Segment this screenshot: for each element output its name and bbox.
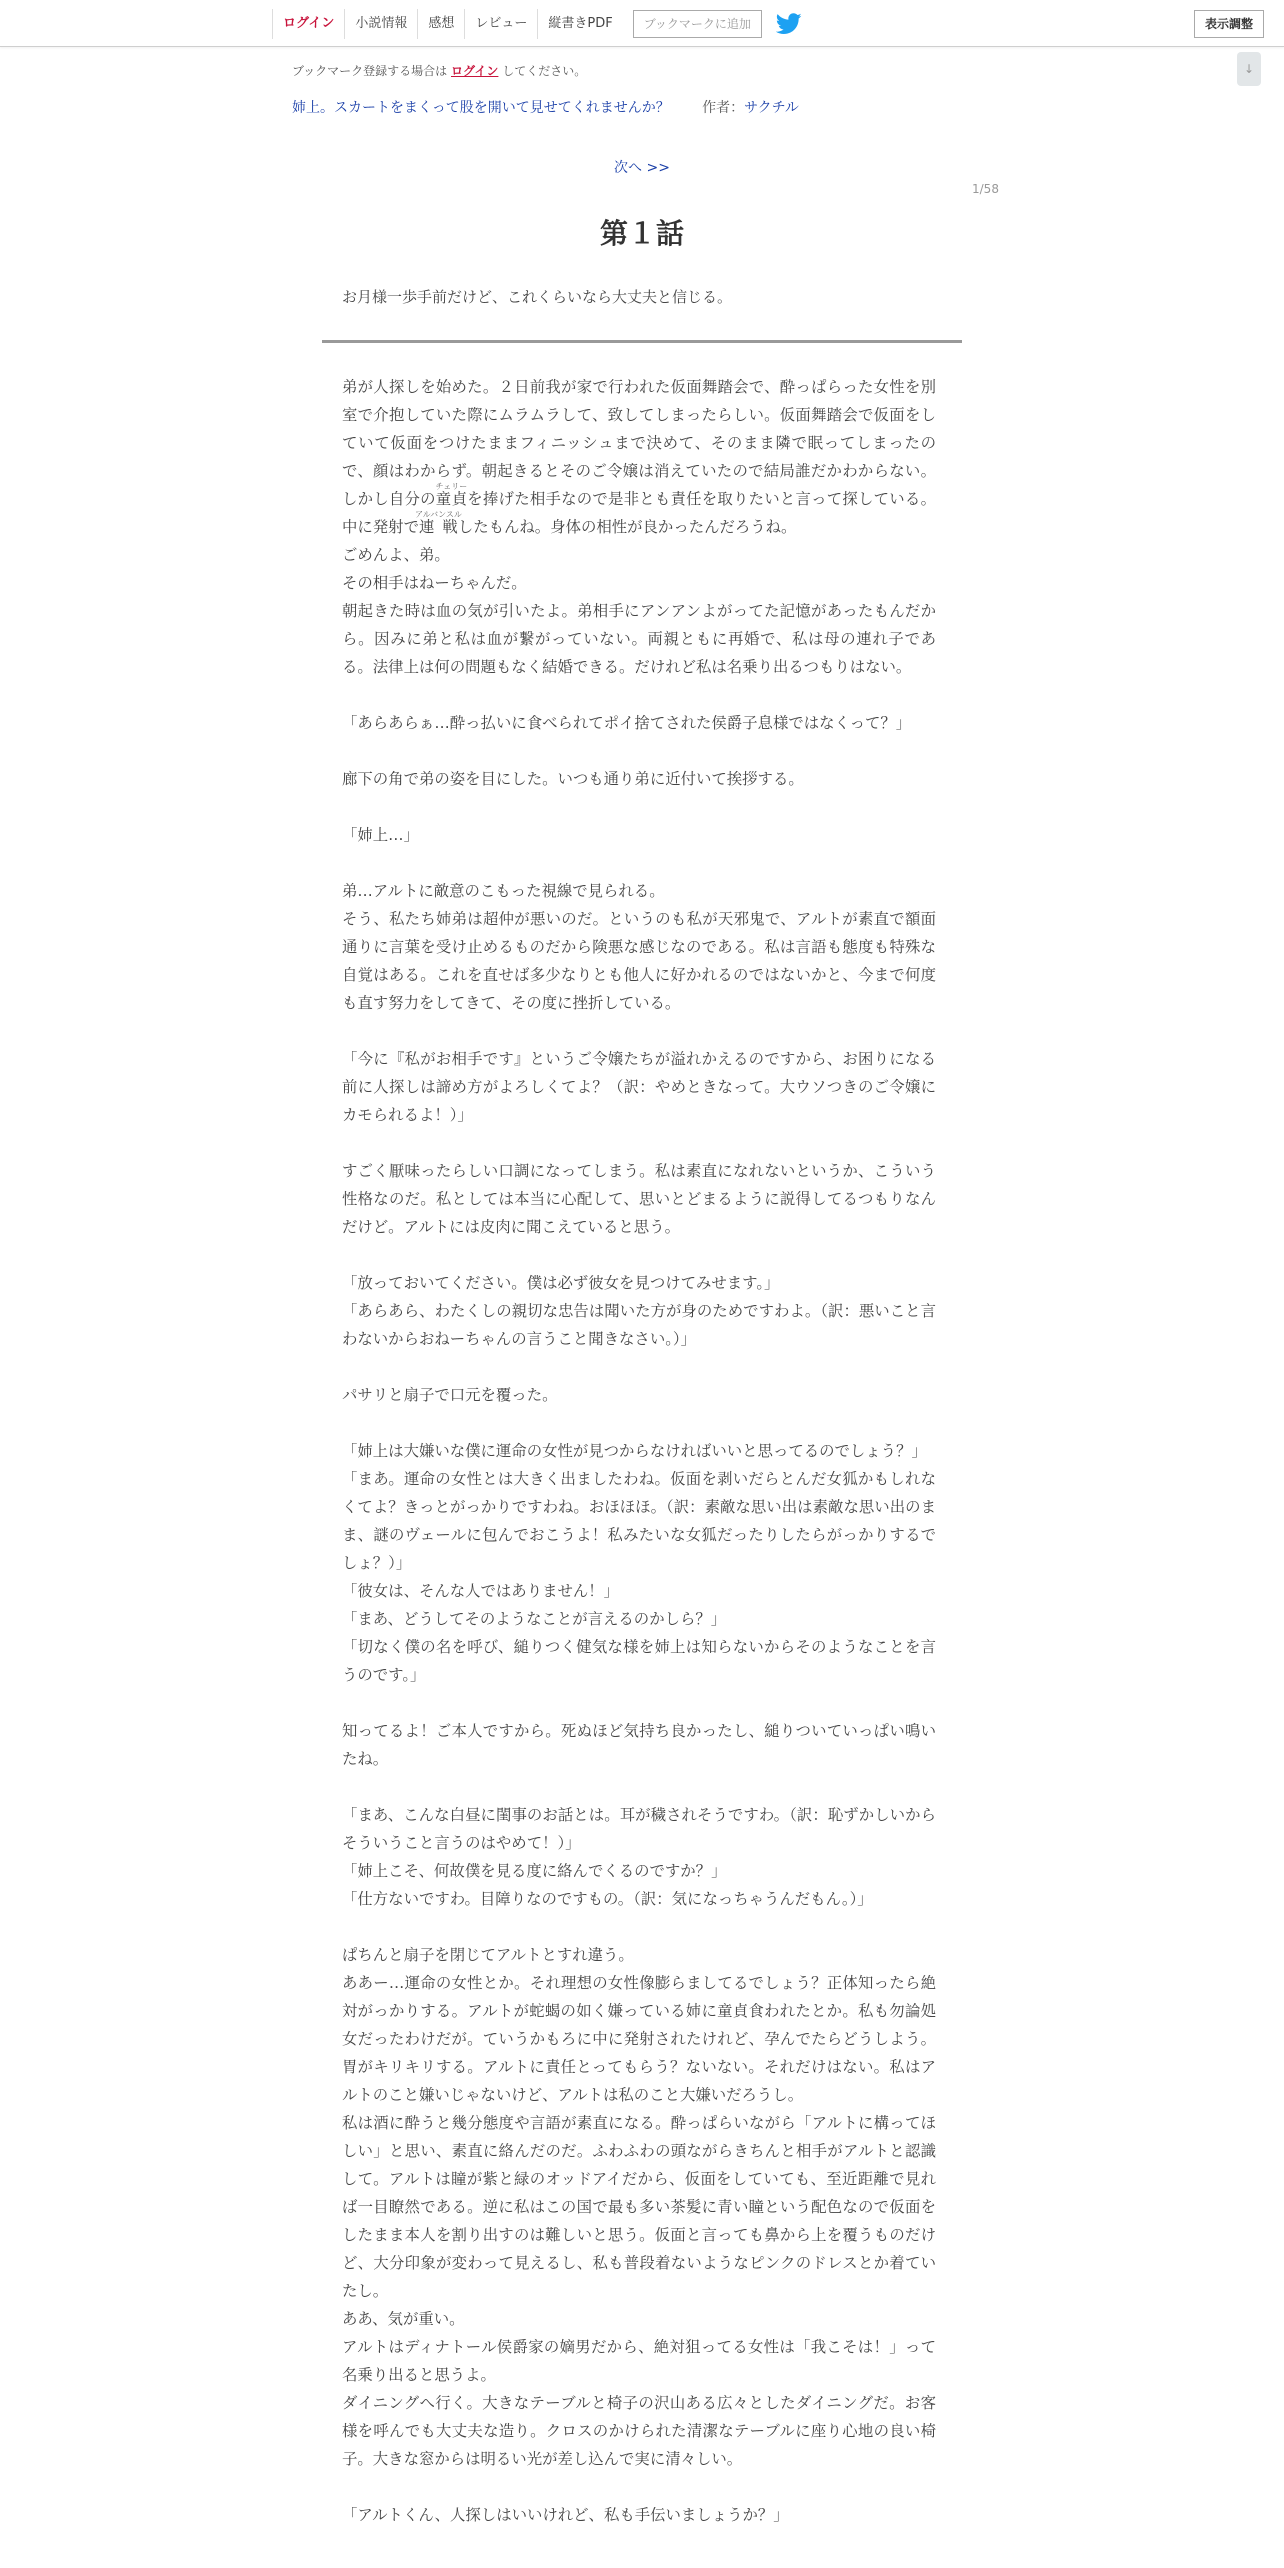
blank-line — [342, 1241, 936, 1269]
novel-body — [342, 373, 936, 2529]
ruby-text — [435, 482, 468, 508]
body-paragraph: 「まあ。運命の女性とは大きく出ましたわね。仮面を剥いだらとんだ女狐かもしれなくてよ？きっとがっかりですわね。おほほほ。（訳：素敵な思い出は素敵な思い出のまま、謎のヴェールに包んでおこうよ！私みたいな女狐だったりしたらがっかりするでしょ？）」 — [342, 1470, 936, 1572]
author-link[interactable]: サクチル — [744, 100, 799, 116]
blank-line — [342, 1353, 936, 1381]
blank-line — [342, 737, 936, 765]
body-paragraph — [342, 373, 936, 541]
body-paragraph: 「まあ、こんな白昼に閨事のお話とは。耳が穢されそうですわ。（訳：恥ずかしいからそういうこと言うのはやめて！）」 — [342, 1806, 936, 1852]
notice-text-before: ブックマーク登録する場合は — [292, 64, 448, 78]
body-paragraph: その相手はねーちゃんだ。 — [342, 574, 527, 592]
body-paragraph: ごめんよ、弟。 — [342, 546, 450, 564]
body-paragraph: 弟…アルトに敵意のこもった視線で見られる。 — [342, 882, 665, 900]
body-paragraph: 「今に『私がお相手です』というご令嬢たちが溢れかえるのですから、お困りになる前に人探しは諦め方がよろしくてよ？（訳：やめときなって。大ウソつきのご令嬢にカモられるよ！）」 — [342, 1050, 936, 1124]
blank-line — [342, 1689, 936, 1717]
nav-novel-info-link[interactable]: 小説情報 — [344, 9, 417, 39]
body-paragraph: ああ、気が重い。 — [342, 2310, 465, 2328]
preface-divider — [322, 340, 962, 343]
body-text: 弟が人探しを始めた。２日前我が家で行われた仮面舞踏会で、酔っぱらった女性を別室で介抱していた際にムラムラして、致してしまったらしい。仮面舞踏会で仮面をしていて仮面をつけたままフィニッシュまで決めて、そのまま隣で眠ってしまったので、顔はわからず。朝起きるとそのご令嬢は消えていたので結局誰だかわからない。しかし自分の — [342, 378, 936, 508]
blank-line — [342, 2473, 936, 2501]
body-text: を捧げた相手なので是非とも責任を取りたいと言って探している。中に発射で — [342, 490, 936, 536]
chapter-preface: お月様一歩手前だけど、これくらいなら大丈夫と信じる。 — [342, 288, 733, 306]
scroll-down-button[interactable]: ↓ — [1237, 52, 1261, 86]
body-paragraph: 廊下の角で弟の姿を目にした。いつも通り弟に近付いて挨拶する。 — [342, 770, 804, 788]
body-paragraph: 「姉上は大嫌いな僕に運命の女性が見つからなければいいと思ってるのでしょう？」 — [342, 1442, 927, 1460]
twitter-bird-icon[interactable] — [776, 13, 802, 35]
body-paragraph: 「彼女は、そんな人ではありません！」 — [342, 1582, 620, 1600]
blank-line — [342, 1913, 936, 1941]
work-title-line — [292, 97, 799, 117]
body-paragraph: アルトはディナトール侯爵家の嫡男だから、絶対狙ってる女性は「我こそは！」って名乗り出ると思うよ。 — [342, 2338, 936, 2384]
next-link-text[interactable]: 次へ >> — [614, 160, 670, 176]
page-count: 1/58 — [972, 182, 999, 196]
body-paragraph: 「姉上こそ、何故僕を見る度に絡んでくるのですか？」 — [342, 1862, 727, 1880]
nav-menu — [272, 9, 802, 39]
body-paragraph: 朝起きた時は血の気が引いたよ。弟相手にアンアンよがってた記憶があったもんだから。因みに弟と私は血が繋がっていない。両親ともに再婚で、私は母の連れ子である。法律上は何の問題もなく結婚できる。だけれど私は名乗り出るつもりはない。 — [342, 602, 936, 676]
blank-line — [342, 1017, 936, 1045]
body-paragraph: すごく厭味ったらしい口調になってしまう。私は素直になれないというか、こういう性格なのだ。私としては本当に心配して、思いとどまるように説得してるつもりなんだけど。アルトには皮肉に聞こえていると思う。 — [342, 1162, 936, 1236]
body-paragraph: ぱちんと扇子を閉じてアルトとすれ違う。 — [342, 1946, 634, 1964]
blank-line — [342, 793, 936, 821]
ruby-reading: アルバンスル — [414, 510, 462, 519]
ruby-base: 童貞 — [435, 490, 468, 508]
bookmark-login-notice — [292, 62, 586, 79]
body-paragraph: パサリと扇子で口元を覆った。 — [342, 1386, 558, 1404]
body-paragraph: 「アルトくん、人探しはいいけれど、私も手伝いましょうか？」 — [342, 2506, 789, 2524]
body-paragraph: 「あらあら、わたくしの親切な忠告は聞いた方が身のためですわよ。（訳：悪いこと言わないからおねーちゃんの言うこと聞きなさい。）」 — [342, 1302, 936, 1348]
body-paragraph: 私は酒に酔うと幾分態度や言語が素直になる。酔っぱらいながら「アルトに構ってほしい」と思い、素直に絡んだのだ。ふわふわの頭ながらきちんと相手がアルトと認識して。アルトは瞳が紫と緑のオッドアイだから、仮面をしていても、至近距離で見れば一目瞭然である。逆に私はこの国で最も多い茶髪に青い瞳という配色なので仮面をしたまま本人を割り出すのは難しいと思う。仮面と言っても鼻から上を覆うものだけど、大分印象が変わって見えるし、私も普段着ないようなピンクのドレスとか着ていたし。 — [342, 2114, 936, 2300]
display-settings-button[interactable]: 表示調整 — [1194, 10, 1264, 38]
blank-line — [342, 681, 936, 709]
next-page-link — [0, 157, 1284, 177]
body-paragraph: 「切なく僕の名を呼び、縋りつく健気な様を姉上は知らないからそのようなことを言うのです。」 — [342, 1638, 936, 1684]
blank-line — [342, 1409, 936, 1437]
body-paragraph: そう、私たち姉弟は超仲が悪いのだ。というのも私が天邪鬼で、アルトが素直で額面通りに言葉を受け止めるものだから険悪な感じなのである。私は言語も態度も特殊な自覚はある。これを直せば多少なりとも他人に好かれるのではないかと、今まで何度も直す努力をしてきて、その度に挫折している。 — [342, 910, 936, 1012]
blank-line — [342, 1129, 936, 1157]
ruby-base: 連戦 — [414, 518, 462, 536]
add-bookmark-button[interactable]: ブックマークに追加 — [633, 10, 762, 38]
top-nav-bar — [0, 0, 1284, 47]
notice-login-link[interactable]: ログイン — [451, 64, 499, 78]
chapter-title: 第１話 — [599, 217, 684, 250]
nav-login-link[interactable]: ログイン — [272, 9, 344, 39]
work-title-link[interactable]: 姉上。スカートをまくって股を開いて見せてくれませんか？ — [292, 100, 670, 116]
body-paragraph: 「あらあらぁ…酔っ払いに食べられてポイ捨てされた侯爵子息様ではなくって？」 — [342, 714, 912, 732]
body-paragraph: 「姉上…」 — [342, 826, 419, 844]
body-paragraph: 「まあ、どうしてそのようなことが言えるのかしら？」 — [342, 1610, 727, 1628]
nav-impressions-link[interactable]: 感想 — [417, 9, 464, 39]
body-paragraph: 「放っておいてください。僕は必ず彼女を見つけてみせます。」 — [342, 1274, 780, 1292]
body-paragraph: ダイニングへ行く。大きなテーブルと椅子の沢山ある広々としたダイニングだ。お客様を呼んでも大丈夫な造り。クロスのかけられた清潔なテーブルに座り心地の良い椅子。大きな窓からは明るい光が差し込んで実に清々しい。 — [342, 2394, 936, 2468]
blank-line — [342, 1773, 936, 1801]
body-text: したもんね。身体の相性が良かったんだろうね。 — [457, 518, 797, 536]
body-paragraph: 「仕方ないですわ。目障りなのですもの。（訳：気になっちゃうんだもん。）」 — [342, 1890, 873, 1908]
notice-text-after: してください。 — [502, 64, 587, 78]
body-paragraph: ああー…運命の女性とか。それ理想の女性像膨らましてるでしょう？正体知ったら絶対がっかりする。アルトが蛇蝎の如く嫌っている姉に童貞食われたとか。私も勿論処女だったわけだが。ていうかもろに中に発射されたけれど、孕んでたらどうしよう。胃がキリキリする。アルトに責任とってもらう？ないない。それだけはない。私はアルトのこと嫌いじゃないけど、アルトは私のこと大嫌いだろうし。 — [342, 1974, 936, 2104]
blank-line — [342, 849, 936, 877]
nav-review-link[interactable]: レビュー — [464, 9, 537, 39]
body-paragraph: 知ってるよ！ご本人ですから。死ぬほど気持ち良かったし、縋りついていっぱい鳴いたね。 — [342, 1722, 936, 1768]
author-label: 作者： — [702, 100, 745, 116]
ruby-reading: チェリー — [435, 482, 468, 491]
ruby-text — [414, 510, 462, 536]
nav-vertical-pdf-link[interactable]: 縦書きPDF — [537, 9, 622, 39]
